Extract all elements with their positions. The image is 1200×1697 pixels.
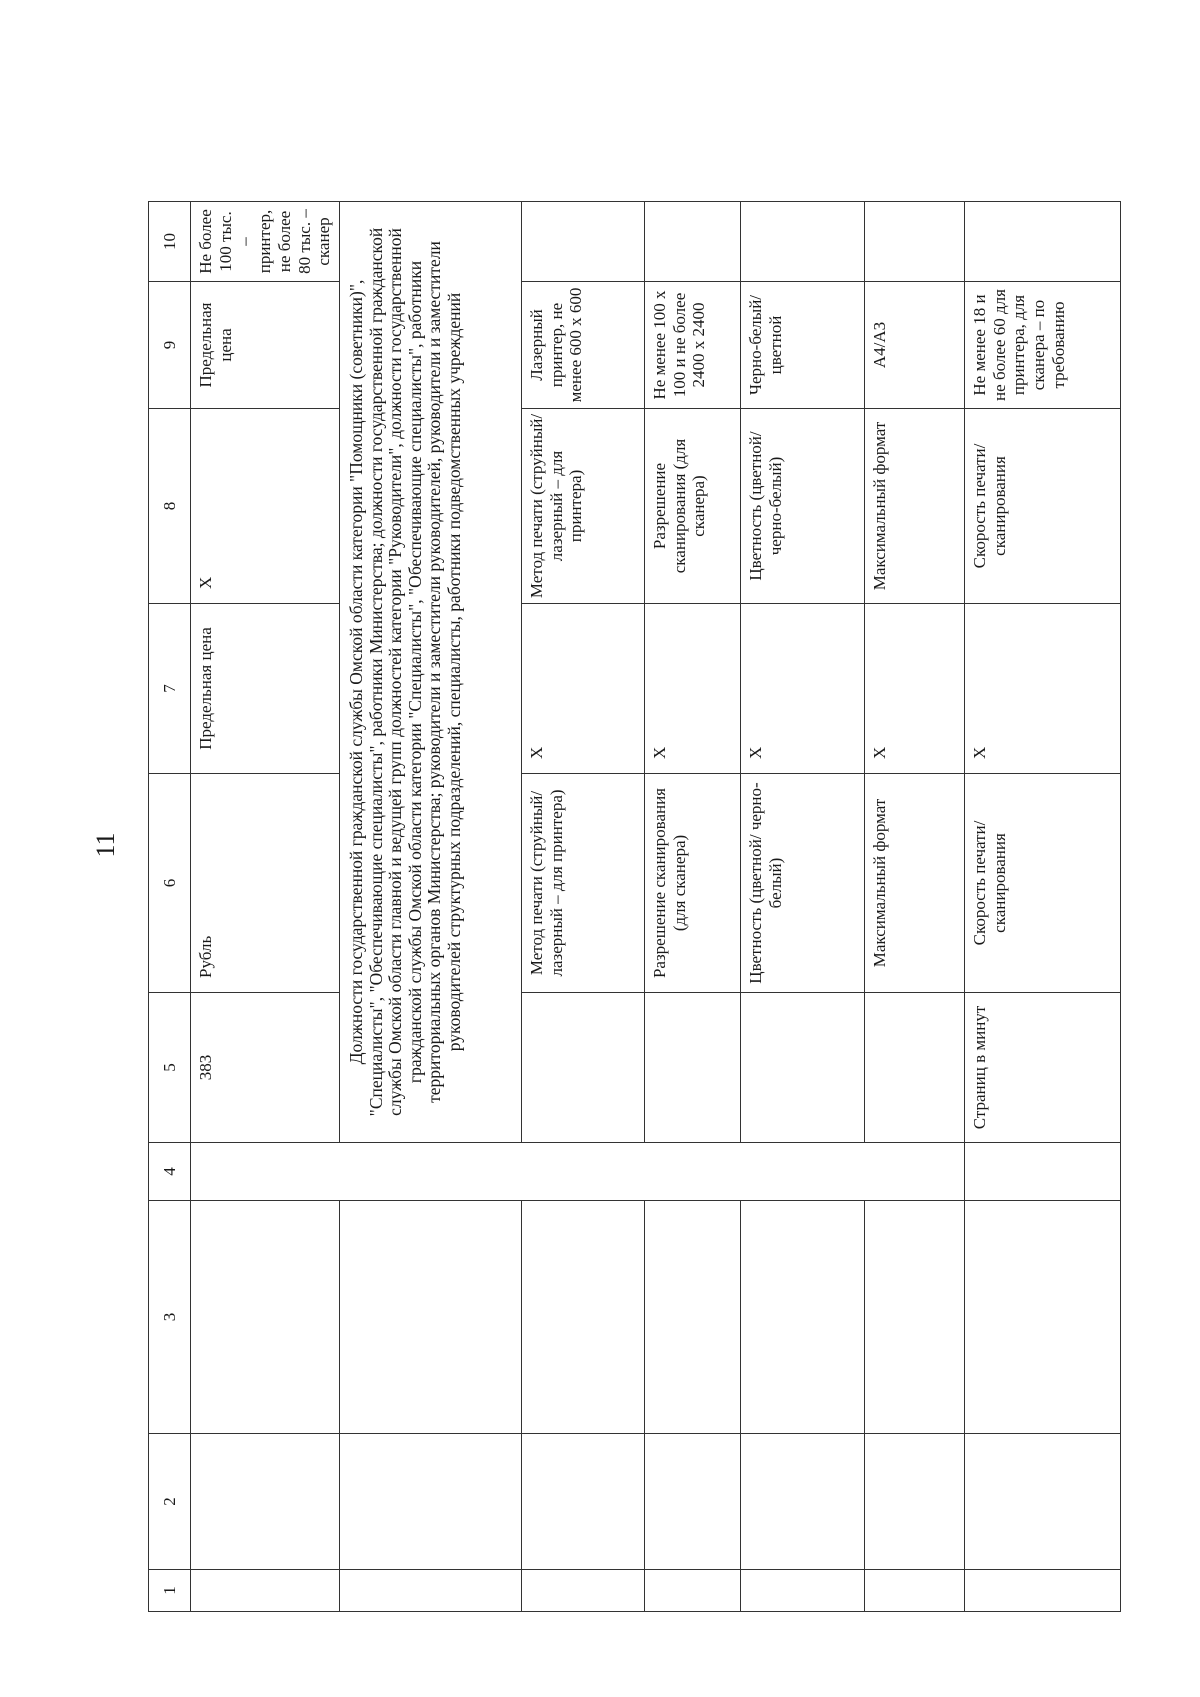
characteristics-table — [148, 201, 1121, 1612]
table-cell: Цветность (цветной/ черно-белый) — [741, 409, 865, 604]
table-row — [865, 202, 965, 1612]
column-number: 4 — [149, 1143, 191, 1201]
table-cell: Цветность (цветной/ черно-белый) — [741, 774, 865, 993]
table-cell: Не менее 18 и не более 60 для принтера, для сканера – по требованию — [965, 282, 1121, 409]
table-cell: 383 — [191, 993, 340, 1143]
table-cell: Страниц в минут — [965, 993, 1121, 1143]
rotated-table-wrapper — [148, 202, 1098, 1612]
table-cell: Разрешение сканирования (для сканера) — [645, 409, 741, 604]
table-cell: Максимальный формат — [865, 409, 965, 604]
table-cell: X — [965, 604, 1121, 774]
table-cell: Предельная цена — [191, 604, 340, 774]
table-row — [645, 202, 741, 1612]
table-row — [191, 202, 340, 1612]
table-cell: Не менее 100 х 100 и не более 2400 х 2400 — [645, 282, 741, 409]
table-cell: Не более 100 тыс. – принтер, не более 80 тыс. – сканер — [191, 202, 340, 282]
column-number: 6 — [149, 774, 191, 993]
table-cell: X — [741, 604, 865, 774]
table-cell: Предельная цена — [191, 282, 340, 409]
page-number: 11 — [91, 832, 120, 858]
column-number: 9 — [149, 282, 191, 409]
table-cell: Скорость печати/ сканирования — [965, 409, 1121, 604]
table-cell: Рубль — [191, 774, 340, 993]
table-row — [741, 202, 865, 1612]
merged-cell — [191, 1143, 965, 1201]
table-cell: X — [865, 604, 965, 774]
table-cell: А4/А3 — [865, 282, 965, 409]
table-cell: Черно-белый/ цветной — [741, 282, 865, 409]
column-number: 8 — [149, 409, 191, 604]
table-cell — [522, 993, 645, 1143]
table-cell: X — [645, 604, 741, 774]
table-cell: X — [191, 409, 340, 604]
table-cell: Разрешение сканирования (для сканера) — [645, 774, 741, 993]
table-cell: Максимальный формат — [865, 774, 965, 993]
table-row — [522, 202, 645, 1612]
table-cell — [645, 993, 741, 1143]
table-cell — [741, 993, 865, 1143]
column-number: 1 — [149, 1570, 191, 1612]
column-number: 2 — [149, 1434, 191, 1570]
column-number: 10 — [149, 202, 191, 282]
column-number: 5 — [149, 993, 191, 1143]
category-banner: Должности государственной гражданской службы Омской области категории "Помощники (советники)", "Специалисты", "Обеспечивающие специалисты", работники Министерства; должности государственной гражданской службы Омской области главной и ведущей групп должностей категории "Руководители", должности государственной гражданской службы Омской области категории "Специалисты", "Обеспечивающие специалисты", работники территориальных органов Министерства; руководители и заместители руководителей, руководители и заместители руководителей структурных подразделений, специалисты, работники подведомственных учреждений — [340, 202, 522, 1143]
table-cell — [865, 993, 965, 1143]
table-row — [965, 202, 1121, 1612]
table-cell: Скорость печати/ сканирования — [965, 774, 1121, 993]
table-cell: Метод печати (струйный/ лазерный – для принтера) — [522, 409, 645, 604]
table-row — [340, 202, 522, 1612]
column-number: 7 — [149, 604, 191, 774]
table-cell: Лазерный принтер, не менее 600 х 600 — [522, 282, 645, 409]
column-number: 3 — [149, 1201, 191, 1434]
table-cell: X — [522, 604, 645, 774]
table-cell: Метод печати (струйный/лазерный – для принтера) — [522, 774, 645, 993]
column-number-row — [149, 202, 191, 1612]
